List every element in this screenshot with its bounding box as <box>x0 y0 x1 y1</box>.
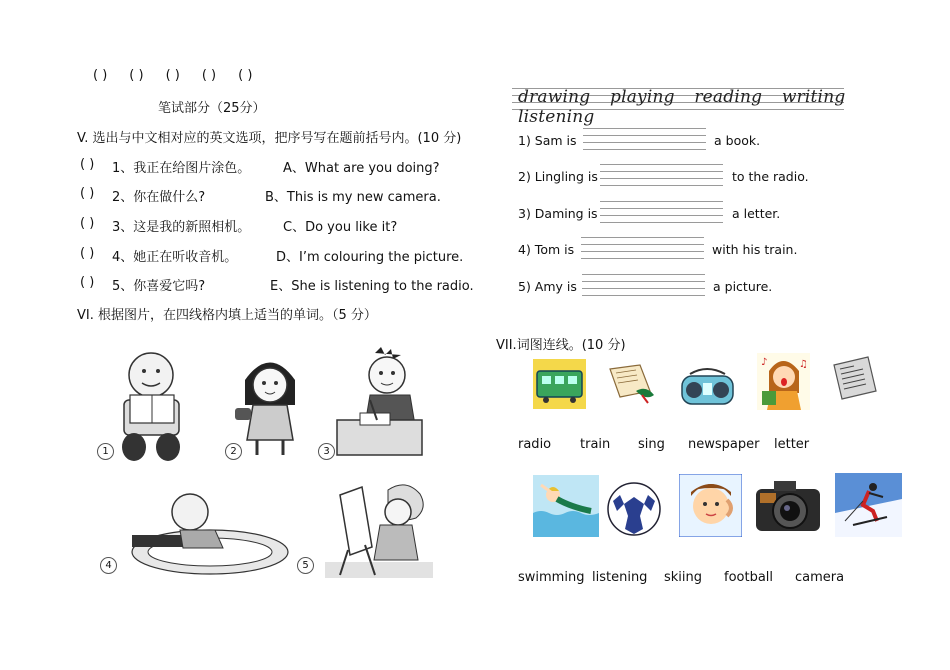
answer-paren[interactable]: ( ) <box>165 68 180 83</box>
written-section-title: 笔试部分（25分） <box>158 101 266 116</box>
sentence-5-blank[interactable] <box>582 274 705 296</box>
sentence-1-blank[interactable] <box>583 128 706 150</box>
word-sing[interactable]: sing <box>638 437 665 452</box>
listening-boy-image[interactable] <box>679 474 742 537</box>
train-image[interactable] <box>533 359 586 409</box>
word-bank-reading: reading <box>694 87 763 107</box>
sentence-5-start: 5) Amy is <box>518 279 577 294</box>
q5-5-cn: 5、你喜爱它吗? <box>112 279 206 294</box>
drawing-girl-image <box>320 480 435 580</box>
q5-4-cn: 4、她正在听收音机。 <box>112 250 238 265</box>
word-skiing[interactable]: skiing <box>664 570 703 585</box>
q5-2-paren[interactable]: ( ) <box>80 186 95 201</box>
train-playing-boy-image <box>120 490 290 580</box>
word-train[interactable]: train <box>580 437 611 452</box>
sentence-2-blank[interactable] <box>600 164 723 186</box>
sentence-3-blank[interactable] <box>600 201 723 223</box>
radio-image[interactable] <box>680 366 735 408</box>
pic-number-5: 5 <box>297 557 314 574</box>
word-listening[interactable]: listening <box>592 570 648 585</box>
pic-number-4: 4 <box>100 557 117 574</box>
answer-paren[interactable]: ( ) <box>93 68 108 83</box>
football-image[interactable] <box>605 481 663 537</box>
pic-number-1: 1 <box>97 443 114 460</box>
camera-image[interactable] <box>754 477 822 537</box>
sentence-2-start: 2) Lingling is <box>518 169 598 184</box>
q5-option-a: A、What are you doing? <box>283 161 440 176</box>
sentence-3-start: 3) Daming is <box>518 206 598 221</box>
pic-number-2: 2 <box>225 443 242 460</box>
section7-heading: VII.词图连线。(10 分) <box>496 338 626 353</box>
word-newspaper[interactable]: newspaper <box>688 437 760 452</box>
word-bank-listening: listening <box>518 107 595 127</box>
singing-girl-image[interactable] <box>757 353 810 410</box>
q5-5-paren[interactable]: ( ) <box>80 275 95 290</box>
q5-option-c: C、Do you like it? <box>283 220 398 235</box>
svg-text:♫: ♫ <box>799 359 808 370</box>
sentence-4-end: with his train. <box>712 242 798 257</box>
sentence-2-end: to the radio. <box>732 169 809 184</box>
word-bank-drawing: drawing <box>518 87 591 107</box>
newspaper-image[interactable] <box>828 353 880 405</box>
q5-3-paren[interactable]: ( ) <box>80 216 95 231</box>
answer-paren[interactable]: ( ) <box>129 68 144 83</box>
pic-number-3: 3 <box>318 443 335 460</box>
top-answer-parens <box>93 68 252 83</box>
section5-heading: V. 选出与中文相对应的英文选项，把序号写在题前括号内。(10 分) <box>77 131 462 146</box>
answer-paren[interactable]: ( ) <box>201 68 217 83</box>
sentence-3-end: a letter. <box>732 206 781 221</box>
word-radio[interactable]: radio <box>518 437 552 452</box>
sentence-1-start: 1) Sam is <box>518 133 577 148</box>
word-football[interactable]: football <box>724 570 774 585</box>
q5-option-d: D、I’m colouring the picture. <box>276 250 464 265</box>
word-letter[interactable]: letter <box>774 437 810 452</box>
section6-heading: VI. 根据图片，在四线格内填上适当的单词。（5 分） <box>77 308 377 323</box>
word-bank <box>518 87 950 127</box>
skiing-image[interactable] <box>835 473 902 537</box>
sentence-4-blank[interactable] <box>581 237 704 259</box>
q5-3-cn: 3、这是我的新照相机。 <box>112 220 251 235</box>
q5-2-cn: 2、你在做什么? <box>112 190 206 205</box>
word-camera[interactable]: camera <box>795 570 845 585</box>
word-bank-writing: writing <box>781 87 846 107</box>
sentence-5-end: a picture. <box>713 279 773 294</box>
q5-1-cn: 1、我正在给图片涂色。 <box>112 161 251 176</box>
q5-4-paren[interactable]: ( ) <box>80 246 95 261</box>
q5-option-b: B、This is my new camera. <box>265 190 441 205</box>
sentence-4-start: 4) Tom is <box>518 242 575 257</box>
word-swimming[interactable]: swimming <box>518 570 585 585</box>
swimming-image[interactable] <box>533 475 599 537</box>
q5-option-e: E、She is listening to the radio. <box>270 279 474 294</box>
answer-paren[interactable]: ( ) <box>238 68 253 83</box>
sentence-1-end: a book. <box>714 133 761 148</box>
word-bank-playing: playing <box>609 87 675 107</box>
q5-1-paren[interactable]: ( ) <box>80 157 95 172</box>
svg-text:♪: ♪ <box>761 357 768 368</box>
letter-image[interactable] <box>606 363 658 405</box>
writing-boy-image <box>325 345 435 460</box>
